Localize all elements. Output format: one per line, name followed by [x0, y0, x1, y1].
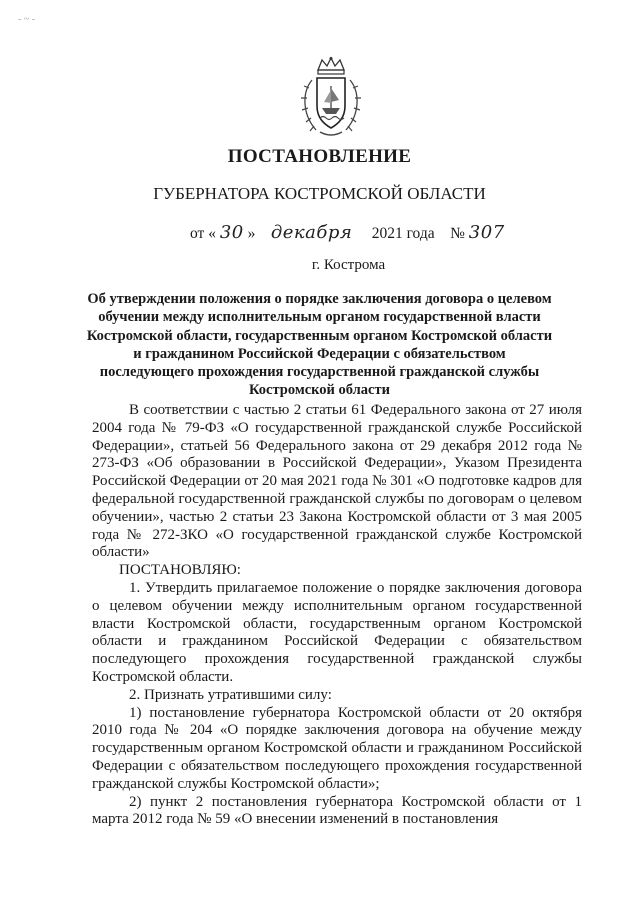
clause-2-item-1: 1) постановление губернатора Костромской области от 20 октября 2010 года № 204 «О порядке заключения договора на обучение между государственным органом Костромской области и гражданином Российской Федерации с обязательством последующего прохождения государственной гражданской службы Костромской области»; [92, 704, 582, 792]
clause-2-item-2: 2) пункт 2 постановления губернатора Костромской области от 1 марта 2012 года № 59 «О внесении изменений в постановления [92, 793, 582, 828]
number-prefix: № [450, 225, 465, 242]
heading-line: обучении между исполнительным органом государственной власти [98, 309, 541, 326]
document-subtitle: ГУБЕРНАТОРА КОСТРОМСКОЙ ОБЛАСТИ [153, 184, 486, 203]
heading-line: и гражданином Российской Федерации с обязательством [133, 345, 506, 362]
document-number: 307 [468, 222, 505, 243]
city-line: г. Кострома [311, 257, 386, 273]
date-day: 30 [219, 222, 244, 243]
preamble-paragraph: В соответствии с частью 2 статьи 61 Федерального закона от 27 июля 2004 года № 79-ФЗ «О государственной гражданской службе Российской Федерации», статьей 56 Федерального закона от 29 декабря 2012 года № 273-ФЗ «Об образовании в Российской Федерации», Указом Президента Российской Федерации от 20 мая 2021 года № 301 «О подготовке кадров для федеральной государственной гражданской службы по договорам о целевом обучении», частью 2 статьи 23 Закона Костромской области от 3 мая 2005 года № 272-ЗКО «О государственной гражданской службе Костромской области» [92, 402, 582, 561]
date-month: декабря [270, 222, 353, 243]
date-mid: » [247, 225, 256, 242]
date-year: 2021 года [371, 225, 435, 242]
kostroma-coat-of-arms-icon [298, 56, 364, 138]
clause-2: 2. Признать утратившими силу: [129, 686, 332, 703]
document-title: ПОСТАНОВЛЕНИЕ [227, 146, 412, 167]
heading-line: Костромской области, государственным органом Костромской области [86, 327, 553, 344]
heading-line: Об утверждении положения о порядке заключения договора о целевом [87, 291, 552, 307]
heading-line: последующего прохождения государственной гражданской службы [99, 364, 540, 381]
date-prefix: от « [190, 225, 216, 242]
resolution-word: ПОСТАНОВЛЯЮ: [119, 562, 241, 579]
document-dateline [190, 222, 505, 243]
scan-artifact: - ~ - [18, 14, 36, 25]
document-heading [80, 290, 559, 400]
heading-line: Костромской области [249, 382, 390, 399]
document-body [92, 402, 582, 829]
clause-1: 1. Утвердить прилагаемое положение о порядке заключения договора о целевом обучении между исполнительным органом государственной власти Костромской области, государственным органом Костромской области и гражданином Российской Федерации с обязательством последующего прохождения государственной гражданской службы Костромской области. [92, 579, 582, 685]
